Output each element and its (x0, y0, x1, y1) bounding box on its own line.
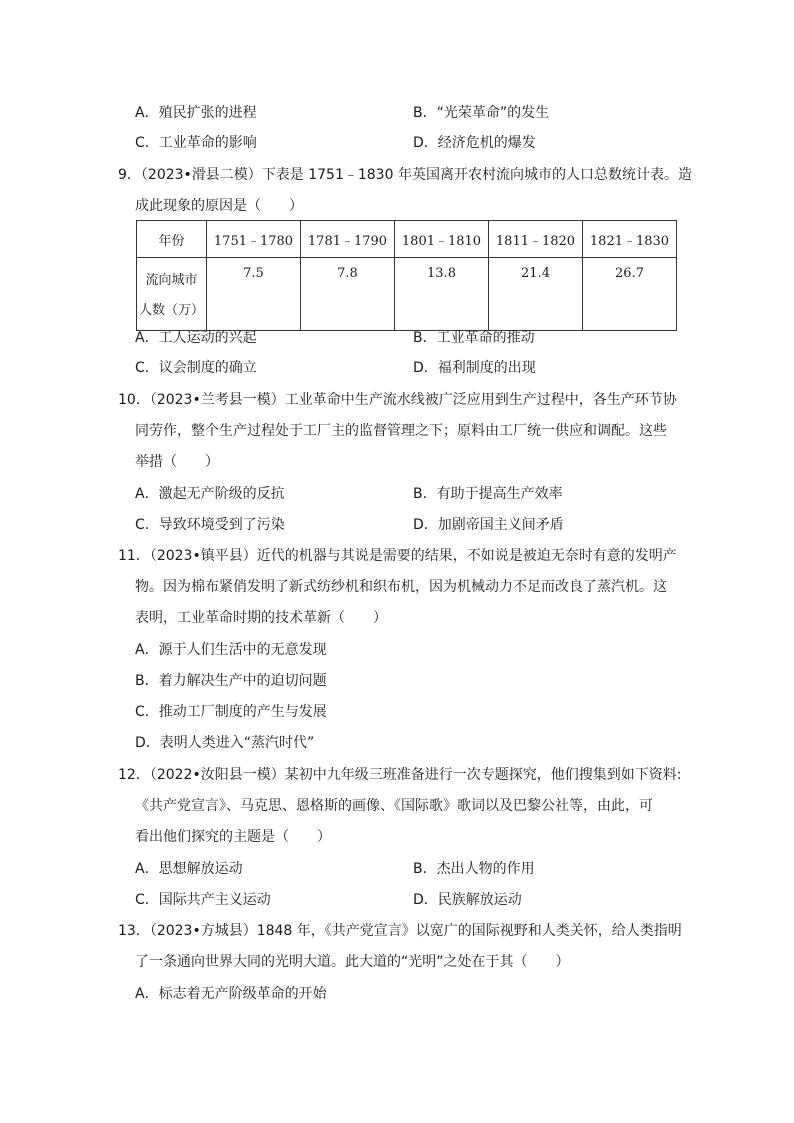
table-cell: 7.5 (207, 258, 301, 331)
q11-option-a[interactable]: A．源于人们生活中的无意发现 (135, 642, 327, 658)
table-header-cell: 1811﹣1820 (489, 221, 583, 258)
table-header-cell: 1821﹣1830 (583, 221, 677, 258)
q12-option-a[interactable]: A．思想解放运动 (135, 861, 243, 877)
q12-option-c[interactable]: C．国际共产主义运动 (135, 892, 271, 908)
q10-stem-line-2: 同劳作，整个生产过程处于工厂主的监督管理之下；原料由工厂统一供应和调配。这些 (135, 423, 667, 439)
table-cell: 26.7 (583, 258, 677, 331)
q13-stem-line-2: 了一条通向世界大同的光明大道。此大道的“光明”之处在于其（ ） (135, 954, 570, 970)
q8-option-a[interactable]: A．殖民扩张的进程 (135, 105, 257, 121)
table-row (137, 258, 677, 331)
q9-option-a[interactable]: A．工人运动的兴起 (135, 330, 257, 346)
q12-stem-line-2: 《共产党宣言》、马克思、恩格斯的画像、《国际歌》歌词以及巴黎公社等，由此，可 (135, 798, 653, 814)
q13-option-a[interactable]: A．标志着无产阶级革命的开始 (135, 986, 327, 1002)
q10-option-c[interactable]: C．导致环境受到了污染 (135, 517, 285, 533)
q12-option-b[interactable]: B．杰出人物的作用 (413, 861, 535, 877)
row-label-line-2: 人数（万） (138, 303, 204, 318)
table-header-cell: 1801﹣1810 (395, 221, 489, 258)
q11-stem-line-3: 表明，工业革命时期的技术革新（ ） (135, 610, 387, 626)
table-header-cell: 1751﹣1780 (207, 221, 301, 258)
q9-statistics-table (136, 220, 677, 331)
q8-option-d[interactable]: D．经济危机的爆发 (413, 135, 536, 151)
q12-option-d[interactable]: D．民族解放运动 (413, 892, 522, 908)
q13-stem-line-1: 13．（2023•方城县）1848 年，《共产党宣言》以宽广的国际视野和人类关怀，给人类指明 (118, 923, 682, 939)
q11-option-b[interactable]: B．着力解决生产中的迫切问题 (135, 673, 327, 689)
q8-option-b[interactable]: B．“光荣革命”的发生 (413, 105, 550, 121)
q11-stem-line-2: 物。因为棉布紧俏发明了新式纺纱机和织布机，因为机械动力不足而改良了蒸汽机。这 (135, 579, 667, 595)
q10-option-d[interactable]: D．加剧帝国主义间矛盾 (413, 517, 564, 533)
table-header-cell: 1781﹣1790 (301, 221, 395, 258)
table-header-year: 年份 (137, 221, 207, 258)
q9-option-b[interactable]: B．工业革命的推动 (413, 330, 535, 346)
row-label-line-1: 流向城市 (145, 273, 198, 288)
q10-stem-line-1: 10．（2023•兰考县一模）工业革命中生产流水线被广泛应用到生产过程中，各生产环节协 (118, 392, 677, 408)
table-cell: 7.8 (301, 258, 395, 331)
q10-option-b[interactable]: B．有助于提高生产效率 (413, 486, 563, 502)
q12-stem-line-1: 12．（2022•汝阳县一模）某初中九年级三班准备进行一次专题探究，他们搜集到如下资料: (118, 767, 682, 783)
q11-option-c[interactable]: C．推动工厂制度的产生与发展 (135, 704, 327, 720)
q9-option-d[interactable]: D．福利制度的出现 (413, 360, 536, 376)
q9-option-c[interactable]: C．议会制度的确立 (135, 360, 257, 376)
table-cell: 13.8 (395, 258, 489, 331)
q10-option-a[interactable]: A．激起无产阶级的反抗 (135, 486, 285, 502)
q11-option-d[interactable]: D．表明人类进入“蒸汽时代” (135, 735, 315, 751)
q9-stem-line-2: 成此现象的原因是（ ） (135, 198, 303, 214)
q9-stem-line-1: 9．（2023•滑县二模）下表是 1751﹣1830 年英国离开农村流向城市的人口总数统计表。造 (118, 167, 692, 183)
q10-stem-line-3: 举措（ ） (135, 454, 219, 470)
q11-stem-line-1: 11．（2023•镇平县）近代的机器与其说是需要的结果，不如说是被迫无奈时有意的发明产 (118, 548, 677, 564)
table-header-row (137, 221, 677, 258)
table-cell: 21.4 (489, 258, 583, 331)
q12-stem-line-3: 看出他们探究的主题是（ ） (135, 829, 331, 845)
q8-option-c[interactable]: C．工业革命的影响 (135, 135, 257, 151)
table-row-label (137, 258, 207, 331)
